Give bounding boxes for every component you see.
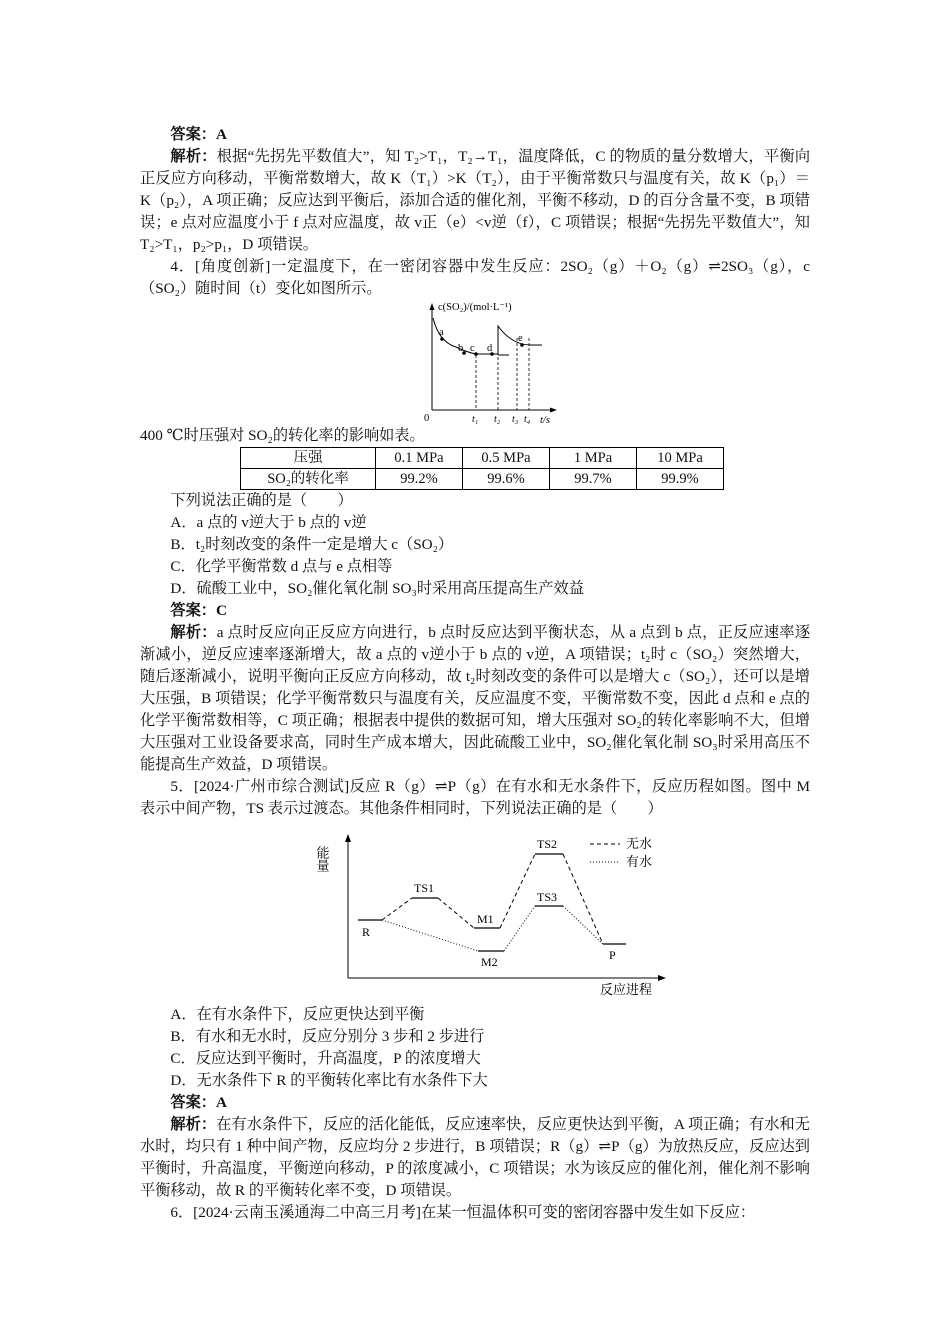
label-ts2: TS2 xyxy=(537,837,558,851)
point-c-label: c xyxy=(470,343,475,354)
analysis-text: 在有水条件下，反应的活化能低，反应速率快，反应更快达到平衡，A 项正确；有水和无水时，均只有 1 种中间产物，反应均分 2 步进行，B 项错误；R（g）⇌P（g）为放热反应，反应达到平衡时，升高温度，平衡逆向移动，P 的浓度减小，C 项错误；水为该反应的催化剂，催化剂不影响平衡移动，故 R 的平衡转化率不变，D 项错误。 xyxy=(140,1116,810,1199)
tick-t2: t₂ xyxy=(494,414,501,425)
table-row xyxy=(241,469,724,490)
table-cell: 0.5 MPa xyxy=(463,448,550,469)
table-caption: 400 ℃时压强对 SO₂的转化率的影响如表。 xyxy=(140,427,425,444)
table-header-row xyxy=(241,448,724,469)
table-cell: 99.6% xyxy=(463,469,550,490)
legend-dry-label: 无水 xyxy=(626,836,653,851)
q5-analysis xyxy=(140,1114,810,1202)
label-m2: M2 xyxy=(481,955,498,969)
analysis-label: 解析： xyxy=(170,1116,217,1133)
q4-option-b: B．t₂时刻改变的条件一定是增大 c（SO₂） xyxy=(170,536,454,553)
analysis-text: a 点时反应向正反应方向进行，b 点时反应达到平衡状态，从 a 点到 b 点，正反应速率逐渐减小，逆反应速率逐渐增大，故 a 点的 v逆小于 b 点的 v逆，A 项错误；t₂时 c（SO₂）突然增大，随后逐渐减小，说明平衡向正反应方向移动，故 t₂时刻改变的条件可以是增大 c（SO₂），还可以是增大压强，B 项错误；化学平衡常数只与温度有关，反应温度不变，平衡常数不变，因此 d 点和 e 点的化学平衡常数相等，C 项正确；根据表中提供的数据可知，增大压强对 SO₂的转化率影响不大，但增大压强对工业设备要求高，同时生产成本增大，因此硫酸工业中，SO₂催化氧化制 SO₃时采用高压不能提高生产效益，D 项错误。 xyxy=(140,624,811,773)
analysis-text: 根据“先拐先平数值大”，知 T₂>T₁，T₂→T₁，温度降低，C 的物质的量分数增大，平衡向正反应方向移动，平衡常数增大，故 K（T₁）>K（T₂），由于平衡常数只与温度有关，故 K（p₁）＝K（p₂），A 项正确；反应达到平衡后，添加合适的催化剂，平衡不移动，D 的百分含量不变，B 项错误；e 点对应温度小于 f 点对应温度，故 v正（e）<v逆（f），C 项错误；根据“先拐先平数值大”，知 T₂>T₁，p₂>p₁，D 项错误。 xyxy=(140,148,811,253)
x-axis-label: 反应进程 xyxy=(600,982,653,997)
q5-option-c: C．反应达到平衡时，升高温度，P 的浓度增大 xyxy=(170,1050,481,1067)
dry-pathway xyxy=(382,854,603,944)
q3-analysis xyxy=(140,146,810,256)
tick-t1: t₁ xyxy=(472,414,479,425)
q4-option-d: D．硫酸工业中，SO₂催化氧化制 SO₃时采用高压提高生产效益 xyxy=(170,580,584,597)
q4-question: 下列说法正确的是（ ） xyxy=(170,492,353,509)
point-d-label: d xyxy=(487,343,493,354)
y-axis-label: c(SO₂)/(mol·L⁻¹) xyxy=(438,302,512,313)
table-cell: 0.1 MPa xyxy=(376,448,463,469)
q5-option-d: D．无水条件下 R 的平衡转化率比有水条件下大 xyxy=(170,1072,488,1089)
analysis-label: 解析： xyxy=(170,624,217,641)
point-b-label: b xyxy=(458,343,464,354)
q3-answer: 答案：A xyxy=(170,126,227,143)
table-cell: SO₂的转化率 xyxy=(241,469,376,490)
tick-t3: t₃ xyxy=(512,414,519,425)
energy-levels xyxy=(358,854,626,951)
y-axis-arrow xyxy=(430,303,435,310)
q4-analysis xyxy=(140,622,810,776)
q5-answer: 答案：A xyxy=(170,1094,227,1111)
x-axis-label: t/s xyxy=(540,415,550,426)
table-cell: 1 MPa xyxy=(550,448,637,469)
reaction-energy-diagram xyxy=(314,826,680,997)
x-axis-arrow xyxy=(658,975,666,981)
so2-concentration-graph xyxy=(426,300,566,425)
point-a-label: a xyxy=(439,327,444,338)
q5-stem: 5．[2024·广州市综合测试]反应 R（g）⇌P（g）在有水和无水条件下，反应历程如图。图中 M 表示中间产物，TS 表示过渡态。其他条件相同时，下列说法正确的是（ ） xyxy=(140,778,810,817)
label-ts3: TS3 xyxy=(537,890,558,904)
q6-stem: 6．[2024·云南玉溪通海二中高三月考]在某一恒温体积可变的密闭容器中发生如下反应： xyxy=(170,1204,756,1221)
label-r: R xyxy=(362,925,371,939)
origin-label: 0 xyxy=(424,413,430,424)
tick-t4: t₄ xyxy=(524,414,531,425)
q4-answer: 答案：C xyxy=(170,602,227,619)
table-cell: 99.2% xyxy=(376,469,463,490)
point-e-label: e xyxy=(518,333,523,344)
y-axis-label: 能量 xyxy=(314,846,330,872)
q5-option-b: B．有水和无水时，反应分别分 3 步和 2 步进行 xyxy=(170,1028,485,1045)
table-cell: 压强 xyxy=(241,448,376,469)
table-cell: 99.7% xyxy=(550,469,637,490)
analysis-label: 解析： xyxy=(170,148,217,165)
q4-option-c: C．化学平衡常数 d 点与 e 点相等 xyxy=(170,558,393,575)
x-axis-arrow xyxy=(550,408,557,413)
q4-stem: 4．[角度创新]一定温度下，在一密闭容器中发生反应：2SO₂（g）＋O₂（g）⇌2SO₃（g），c（SO₂）随时间（t）变化如图所示。 xyxy=(140,258,810,297)
label-p: P xyxy=(609,948,616,962)
legend-wet-label: 有水 xyxy=(626,854,653,869)
pressure-conversion-table xyxy=(240,447,724,490)
label-m1: M1 xyxy=(477,912,494,926)
point-c-dot xyxy=(474,352,478,356)
document-page xyxy=(140,124,810,1224)
q5-option-a: A．在有水条件下，反应更快达到平衡 xyxy=(170,1006,425,1023)
table-cell: 99.9% xyxy=(637,469,724,490)
q4-option-a: A．a 点的 v逆大于 b 点的 v逆 xyxy=(170,514,367,531)
y-axis-arrow xyxy=(345,834,351,842)
table-cell: 10 MPa xyxy=(637,448,724,469)
label-ts1: TS1 xyxy=(414,881,435,895)
